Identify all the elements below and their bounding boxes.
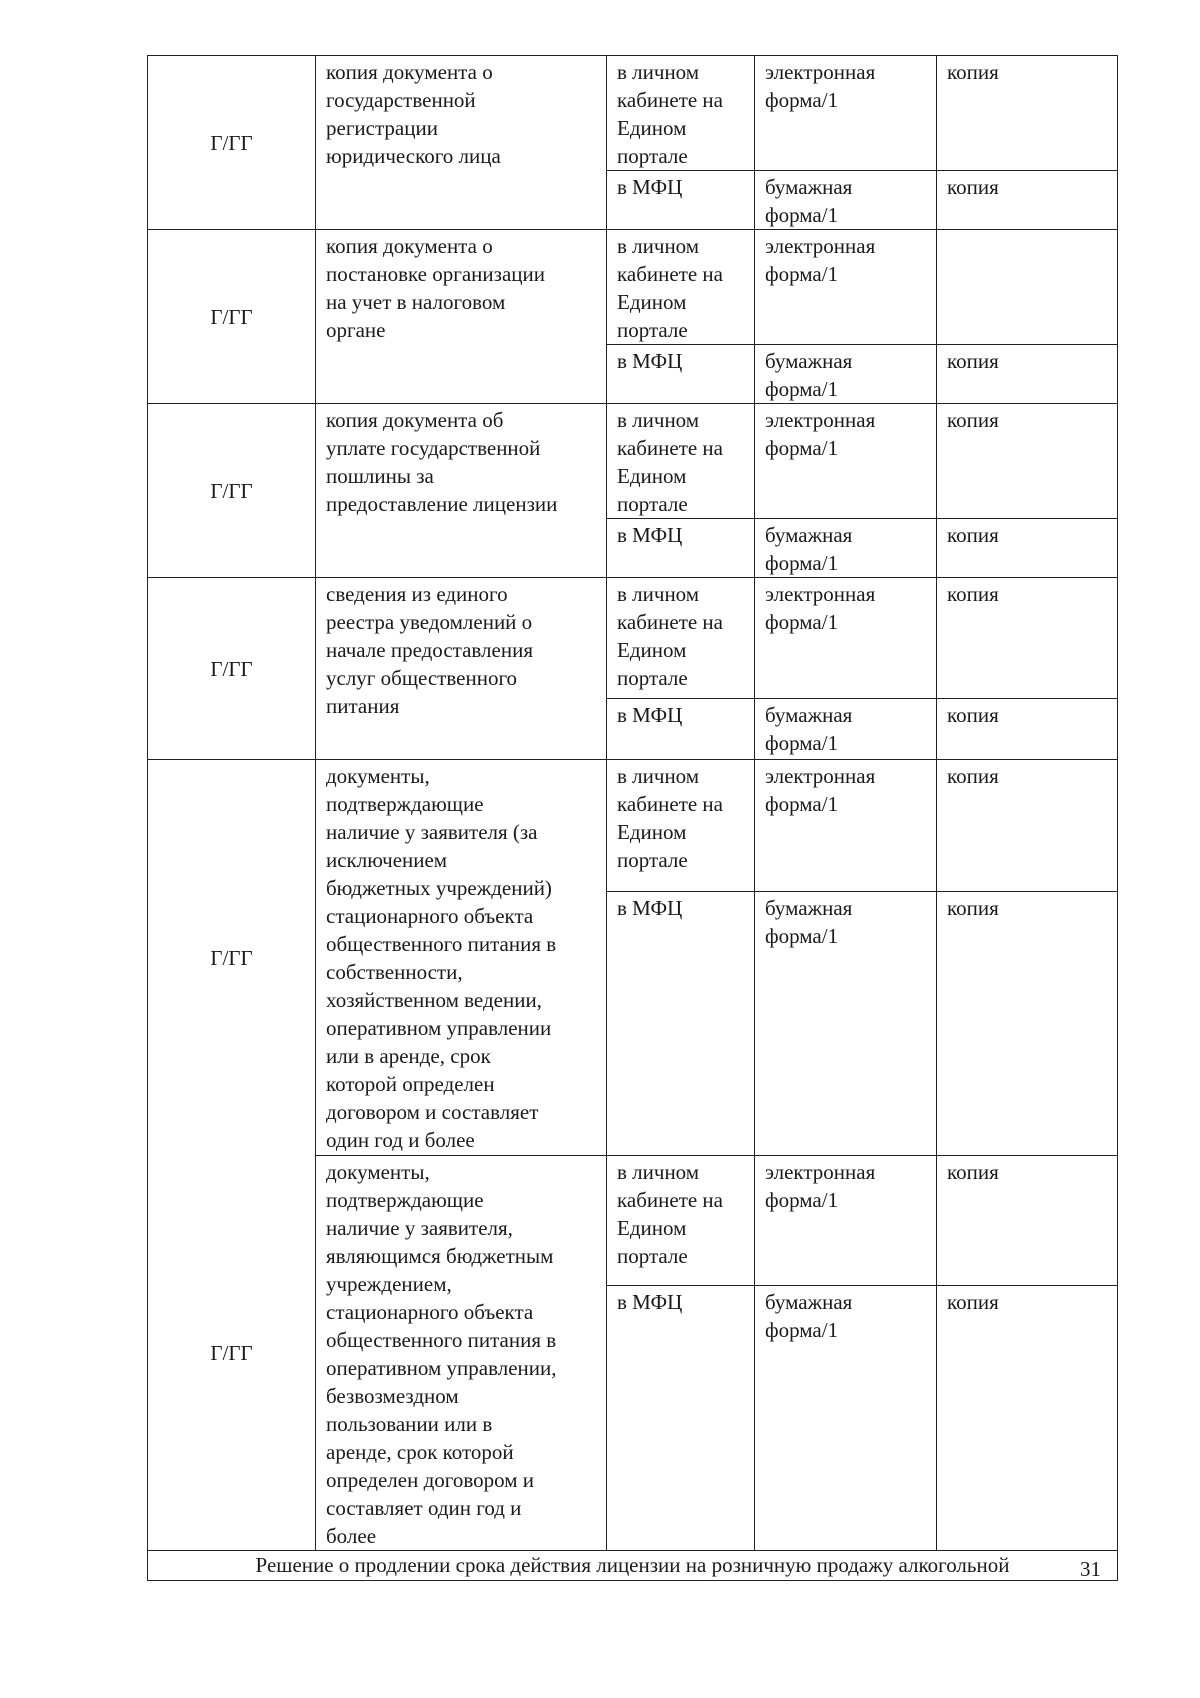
form-cell: электронная форма/1 [755,56,937,171]
code-label: Г/ГГ [210,1341,253,1365]
table-footer-row [148,1551,1118,1581]
type-cell: копия [937,519,1118,578]
section-heading: Решение о продлении срока действия лицензии на розничную продажу алкогольной [148,1551,1118,1581]
code-cell: Г/ГГ [148,56,316,230]
location-cell: в МФЦ [607,171,755,230]
table-row [148,404,1118,519]
form-cell: бумажная форма/1 [755,171,937,230]
document-name-cell: копия документа о постановке организации на учет в налоговом органе [316,230,607,404]
location-cell: в МФЦ [607,345,755,404]
location-cell: в МФЦ [607,699,755,760]
document-name-cell: документы, подтверждающие наличие у заявителя, являющимся бюджетным учреждением, стационарного объекта общественного питания в оперативном управлении, безвозмездном пользовании или в аренде, срок которой определен договором и составляет один год и более [316,1156,607,1551]
type-cell: копия [937,760,1118,892]
document-name-cell: копия документа о государственной регистрации юридического лица [316,56,607,230]
document-name-cell: сведения из единого реестра уведомлений о начале предоставления услуг общественного питания [316,578,607,760]
table-row [148,56,1118,171]
type-cell: копия [937,699,1118,760]
form-cell: электронная форма/1 [755,760,937,892]
code-cell: Г/ГГ [148,230,316,404]
type-cell [937,230,1118,345]
location-cell: в МФЦ [607,892,755,1156]
location-cell: в личном кабинете на Едином портале [607,404,755,519]
form-cell: электронная форма/1 [755,578,937,699]
form-cell: электронная форма/1 [755,1156,937,1286]
type-cell: копия [937,892,1118,1156]
code-cell: Г/ГГ [148,404,316,578]
type-cell: копия [937,578,1118,699]
type-cell: копия [937,56,1118,171]
code-cell: Г/ГГ [148,578,316,760]
location-cell: в личном кабинете на Едином портале [607,56,755,171]
document-name-cell: копия документа об уплате государственной пошлины за предоставление лицензии [316,404,607,578]
form-cell: электронная форма/1 [755,404,937,519]
location-cell: в МФЦ [607,519,755,578]
form-cell: бумажная форма/1 [755,1286,937,1551]
table-row [148,760,1118,892]
form-cell: бумажная форма/1 [755,892,937,1156]
document-table [147,55,1118,1581]
form-cell: бумажная форма/1 [755,345,937,404]
type-cell: копия [937,171,1118,230]
form-cell: электронная форма/1 [755,230,937,345]
location-cell: в личном кабинете на Едином портале [607,230,755,345]
location-cell: в личном кабинете на Едином портале [607,760,755,892]
page-number: 31 [1080,1557,1101,1581]
table-row [148,578,1118,699]
location-cell: в МФЦ [607,1286,755,1551]
type-cell: копия [937,1156,1118,1286]
table-row [148,230,1118,345]
type-cell: копия [937,404,1118,519]
type-cell: копия [937,1286,1118,1551]
code-label: Г/ГГ [210,946,253,970]
form-cell: бумажная форма/1 [755,699,937,760]
code-cell [148,760,316,1551]
location-cell: в личном кабинете на Едином портале [607,578,755,699]
form-cell: бумажная форма/1 [755,519,937,578]
document-name-cell: документы, подтверждающие наличие у заявителя (за исключением бюджетных учреждений) стационарного объекта общественного питания в собственности, хозяйственном ведении, оперативном управлении или в аренде, срок которой определен договором и составляет один год и более [316,760,607,1156]
type-cell: копия [937,345,1118,404]
location-cell: в личном кабинете на Едином портале [607,1156,755,1286]
